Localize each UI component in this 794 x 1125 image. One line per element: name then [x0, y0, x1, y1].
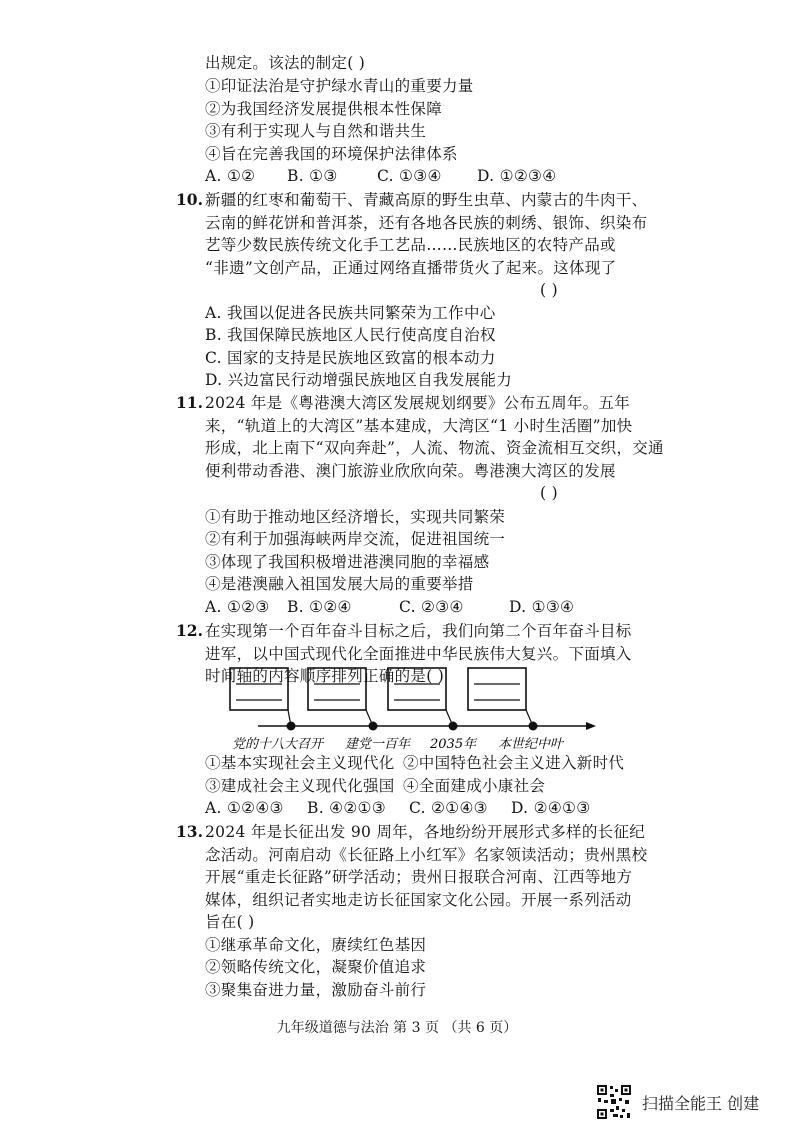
q11-stem-line: 便利带动香港、澳门旅游业欣欣向荣。粤港澳大湾区的发展 [205, 462, 616, 480]
q11-item-1: ①有助于推动地区经济增长，实现共同繁荣 [205, 508, 506, 526]
timeline-blank-box [468, 668, 526, 710]
q13-item-2: ②领略传统文化，凝聚价值追求 [205, 958, 427, 976]
q10-stem-line: 新疆的红枣和葡萄干、青藏高原的野生虫草、内蒙古的牛肉干、 [205, 191, 648, 209]
q9-stem-tail: 出规定。该法的制定( ) [205, 54, 366, 72]
q10-option-d: D. 兴边富民行动增强民族地区自我发展能力 [205, 371, 513, 389]
q10-stem-line: 艺等少数民族传统文化手工艺品……民族地区的农特产品或 [205, 236, 616, 254]
timeline-label: 本世纪中叶 [498, 737, 564, 752]
q9-options [205, 165, 556, 187]
q9-item-4: ④旨在完善我国的环境保护法律体系 [205, 145, 458, 163]
q11-item-4: ④是港澳融入祖国发展大局的重要举措 [205, 575, 474, 593]
q9-item-1: ①印证法治是守护绿水青山的重要力量 [205, 77, 474, 95]
timeline-blank-box [230, 668, 288, 710]
q11-item-3: ③体现了我国积极增进港澳同胞的幸福感 [205, 553, 490, 571]
timeline-blank-box [388, 668, 446, 710]
timeline-figure [228, 662, 608, 762]
q12-options [205, 797, 590, 819]
q10-option-b: B. 我国保障民族地区人民行使高度自治权 [205, 326, 496, 344]
timeline-label: 建党一百年 [345, 737, 411, 752]
q10-option-c: C. 国家的支持是民族地区致富的根本动力 [205, 349, 496, 367]
q11-stem-line: 来，“轨道上的大湾区”基本建成，大湾区“1 小时生活圈”加快 [205, 417, 633, 435]
q13-stem-line: 念活动。河南启动《长征路上小红军》名家领读活动；贵州黑校 [205, 846, 648, 864]
q12-option-d: D. ②④①③ [511, 799, 591, 817]
q9-option-c: C. ①③④ [377, 167, 442, 185]
q12-item-4: ④全面建成小康社会 [403, 777, 546, 795]
q10-option-a: A. 我国以促进各民族共同繁荣为工作中心 [205, 304, 496, 322]
q12-item-1: ①基本实现社会主义现代化 [205, 754, 395, 772]
q9-item-2: ②为我国经济发展提供根本性保障 [205, 100, 443, 118]
q12-items-row2 [205, 775, 545, 797]
q11-option-b: B. ①②④ [287, 598, 352, 616]
q13-item-1: ①继承革命文化，赓续红色基因 [205, 936, 427, 954]
q13-stem-line: 2024 年是长征出发 90 周年，各地纷纷开展形式多样的长征纪 [205, 823, 646, 841]
q12-items-row1 [205, 752, 624, 774]
watermark-text: 扫描全能王 创建 [642, 1093, 760, 1113]
q13-stem-line: 开展“重走长征路”研学活动；贵州日报联合河南、江西等地方 [205, 868, 633, 886]
timeline-dot [369, 722, 378, 731]
q13-number: 13. [176, 822, 203, 841]
q12-stem-line: 在实现第一个百年奋斗目标之后，我们向第二个百年奋斗目标 [205, 622, 632, 640]
page-footer: 九年级道德与法治 第 3 页 （共 6 页） [276, 1020, 518, 1036]
q10-answer-bracket: ( ) [540, 281, 558, 299]
q11-item-2: ②有利于加强海峡两岸交流，促进祖国统一 [205, 530, 506, 548]
q12-item-3: ③建成社会主义现代化强国 [205, 777, 395, 795]
q11-answer-bracket: ( ) [540, 484, 558, 502]
timeline-dot [529, 722, 538, 731]
q10-stem-line: 云南的鲜花饼和普洱茶，还有各地各民族的刺绣、银饰、织染布 [205, 214, 648, 232]
q11-stem-line: 2024 年是《粤港澳大湾区发展规划纲要》公布五周年。五年 [205, 394, 631, 412]
q12-number: 12. [176, 621, 203, 640]
timeline-dot [287, 722, 296, 731]
q12-item-2: ②中国特色社会主义进入新时代 [403, 754, 625, 772]
q13-stem-line: 媒体，组织记者实地走访长征国家文化公园。开展一系列活动 [205, 891, 632, 909]
timeline-dot [449, 722, 458, 731]
q12-stem-line: 时间轴的内容顺序排列正确的是( ) [205, 667, 445, 685]
q9-option-a: A. ①② [205, 167, 256, 185]
qr-code-icon [596, 1084, 632, 1120]
q10-stem-line: “非遗”文创产品，正通过网络直播带货火了起来。这体现了 [205, 259, 617, 277]
timeline-arrow [586, 722, 596, 730]
q11-number: 11. [176, 393, 203, 412]
scanner-watermark [596, 1084, 759, 1120]
q9-item-3: ③有利于实现人与自然和谐共生 [205, 122, 427, 140]
q11-stem-line: 形成，北上南下“双向奔赴”，人流、物流、资金流相互交织，交通 [205, 439, 664, 457]
q13-item-3: ③聚集奋进力量，激励奋斗前行 [205, 981, 427, 999]
q10-number: 10. [176, 190, 203, 209]
q13-stem-line: 旨在( ) [205, 913, 255, 931]
timeline-label: 党的十八大召开 [232, 737, 324, 752]
q11-option-a: A. ①②③ [205, 598, 270, 616]
q12-option-a: A. ①②④③ [205, 799, 284, 817]
q12-stem-line: 进军，以中国式现代化全面推进中华民族伟大复兴。下面填入 [205, 645, 632, 663]
timeline-label: 2035年 [430, 737, 477, 752]
q9-option-d: D. ①②③④ [477, 167, 557, 185]
q11-options [205, 596, 574, 618]
timeline-blank-box [308, 668, 366, 710]
q11-option-c: C. ②③④ [399, 598, 464, 616]
q9-option-b: B. ①③ [287, 167, 338, 185]
q12-option-c: C. ②①④③ [409, 799, 488, 817]
q12-option-b: B. ④②①③ [307, 799, 386, 817]
q11-option-d: D. ①③④ [509, 598, 575, 616]
